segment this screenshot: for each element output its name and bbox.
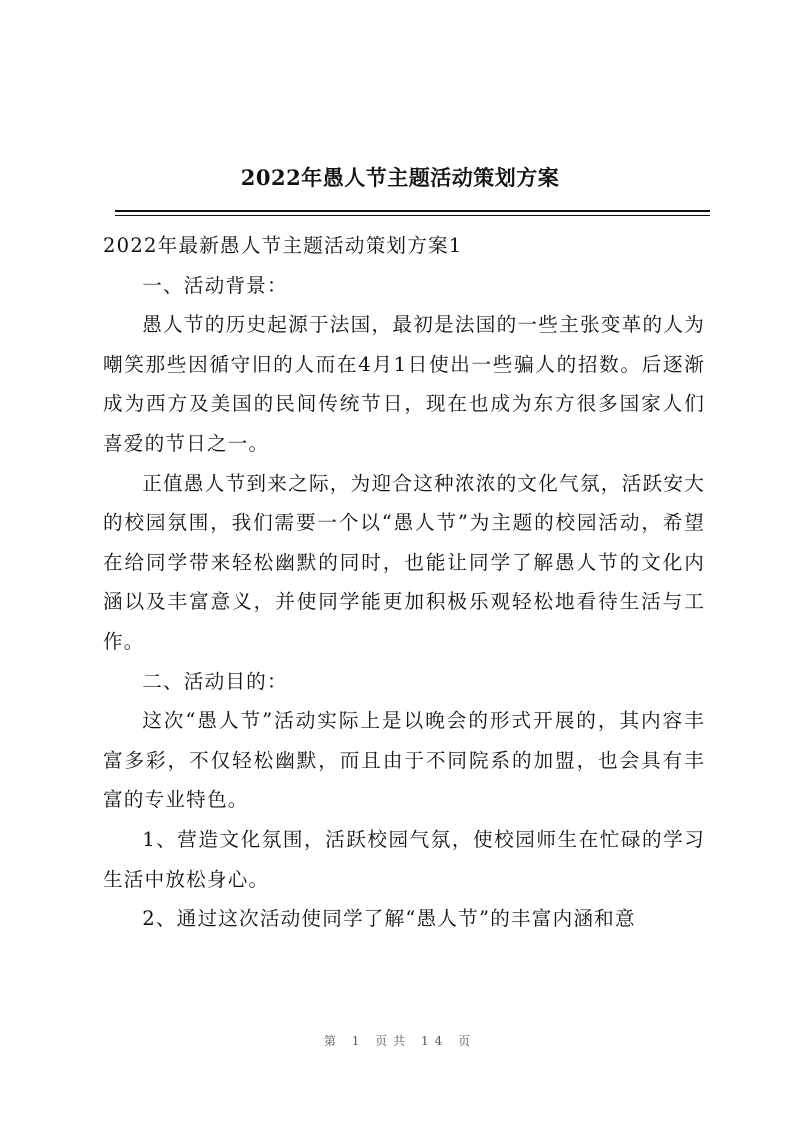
- paragraph-activity: 这次“愚人节”活动实际上是以晚会的形式开展的，其内容丰富多彩，不仅轻松幽默，而且由于不同院系的加盟，也会具有丰富的专业特色。: [103, 709, 705, 812]
- document-title: 2022年愚人节主题活动策划方案: [240, 165, 560, 190]
- document-body: [103, 226, 705, 939]
- title-divider-thin: [115, 215, 710, 216]
- paragraph-occasion: 正值愚人节到来之际，为迎合这种浓浓的文化气氛，活跃安大的校园氛围，我们需要一个以“愚人节”为主题的校园活动，希望在给同学带来轻松幽默的同时，也能让同学了解愚人节的文化内涵以及丰富意义，并使同学能更加积极乐观轻松地看待生活与工作。: [103, 471, 705, 653]
- subsection-heading-background: 一、活动背景：: [142, 273, 288, 297]
- title-divider-thick: [115, 210, 710, 212]
- list-item-2: 2、通过这次活动使同学了解“愚人节”的丰富内涵和意: [142, 907, 636, 931]
- section-heading: 2022年最新愚人节主题活动策划方案1: [103, 234, 463, 257]
- subsection-heading-purpose: 二、活动目的：: [142, 669, 288, 693]
- list-item-1: 1、营造文化氛围，活跃校园气氛，使校园师生在忙碌的学习生活中放松身心。: [103, 827, 705, 891]
- paragraph-history: 愚人节的历史起源于法国，最初是法国的一些主张变革的人为嘲笑那些因循守旧的人而在4月1日使出一些骗人的招数。后逐渐成为西方及美国的民间传统节日，现在也成为东方很多国家人们喜爱的节日之一。: [103, 313, 705, 455]
- page-number-footer: 第 1 页共 14 页: [323, 1034, 477, 1048]
